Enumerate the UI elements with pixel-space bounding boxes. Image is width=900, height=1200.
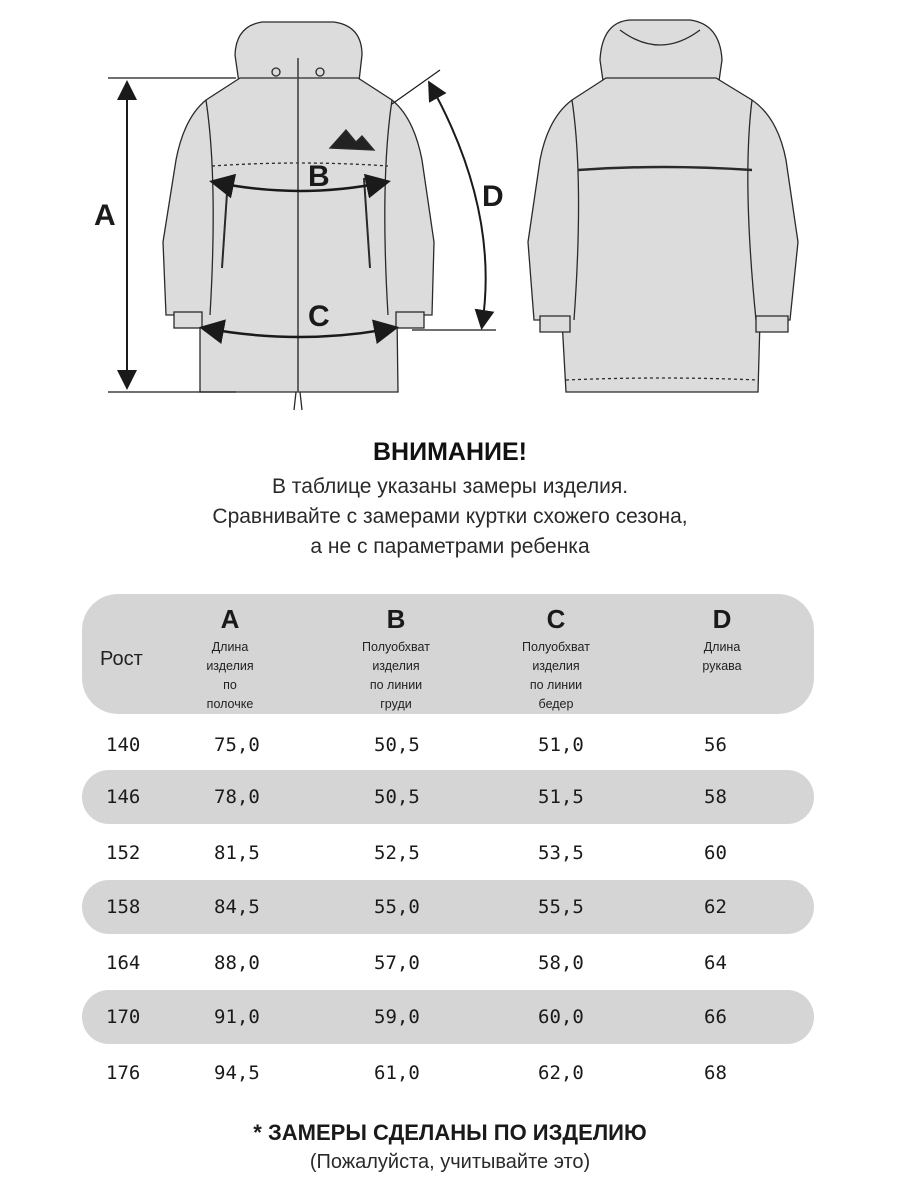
header-col-a-desc: изделия xyxy=(206,659,254,673)
cell-c: 51,5 xyxy=(538,786,584,808)
cell-rost: 158 xyxy=(106,896,141,918)
header-col-b-desc: по линии xyxy=(369,678,423,692)
table-row xyxy=(82,770,814,824)
table-row xyxy=(82,718,814,772)
cell-d: 68 xyxy=(704,1062,727,1084)
header-col-c-letter: C xyxy=(546,604,566,634)
cell-b: 52,5 xyxy=(374,842,420,864)
label-d: D xyxy=(482,180,504,213)
notice-line-2: Сравнивайте с замерами куртки схожего сезона, xyxy=(212,505,688,528)
header-col-b-desc: груди xyxy=(380,697,412,711)
cell-rost: 176 xyxy=(106,1062,141,1084)
cell-d: 60 xyxy=(704,842,727,864)
cell-c: 58,0 xyxy=(538,952,584,974)
header-col-a-letter: A xyxy=(220,604,240,634)
header-col-a xyxy=(180,604,280,714)
jacket-back-view xyxy=(528,20,798,392)
cell-b: 55,0 xyxy=(374,896,420,918)
cell-a: 84,5 xyxy=(214,896,260,918)
label-a: A xyxy=(94,199,116,232)
cell-rost: 140 xyxy=(106,734,141,756)
cell-b: 61,0 xyxy=(374,1062,420,1084)
label-c: C xyxy=(308,300,330,333)
header-col-a-desc: по xyxy=(223,678,237,692)
header-col-b-letter: B xyxy=(386,604,406,634)
jacket-measurement-diagram xyxy=(0,0,900,420)
cell-a: 75,0 xyxy=(214,734,260,756)
cell-b: 59,0 xyxy=(374,1006,420,1028)
header-col-a-desc: полочке xyxy=(206,697,254,711)
footer-title: * ЗАМЕРЫ СДЕЛАНЫ ПО ИЗДЕЛИЮ xyxy=(253,1120,647,1145)
label-b: B xyxy=(308,160,330,193)
jacket-front-view xyxy=(163,22,434,410)
header-col-b-desc: Полуобхват xyxy=(362,640,430,654)
header-col-c xyxy=(496,604,616,714)
cell-c: 62,0 xyxy=(538,1062,584,1084)
cell-d: 66 xyxy=(704,1006,727,1028)
notice-title: ВНИМАНИЕ! xyxy=(373,438,527,466)
header-col-d-letter: D xyxy=(712,604,732,634)
header-col-d-desc: Длина xyxy=(703,640,741,654)
footer-note: (Пожалуйста, учитывайте это) xyxy=(309,1151,591,1173)
cell-c: 55,5 xyxy=(538,896,584,918)
cell-b: 50,5 xyxy=(374,734,420,756)
table-row xyxy=(82,826,814,880)
header-col-b xyxy=(336,604,456,714)
cell-b: 50,5 xyxy=(374,786,420,808)
cell-d: 58 xyxy=(704,786,727,808)
cell-c: 53,5 xyxy=(538,842,584,864)
header-col-c-desc: изделия xyxy=(532,659,580,673)
header-col-d xyxy=(674,604,770,676)
cell-b: 57,0 xyxy=(374,952,420,974)
header-col-b-desc: изделия xyxy=(372,659,420,673)
header-col-c-desc: по линии xyxy=(529,678,583,692)
cell-d: 56 xyxy=(704,734,727,756)
cell-a: 88,0 xyxy=(214,952,260,974)
table-row xyxy=(82,1046,814,1100)
header-col-a-desc: Длина xyxy=(211,640,249,654)
table-row xyxy=(82,936,814,990)
cell-rost: 170 xyxy=(106,1006,141,1028)
notice-line-1: В таблице указаны замеры изделия. xyxy=(271,475,629,498)
header-rost: Рост xyxy=(100,648,143,670)
cell-rost: 146 xyxy=(106,786,141,808)
cell-a: 91,0 xyxy=(214,1006,260,1028)
cell-rost: 164 xyxy=(106,952,141,974)
table-row xyxy=(82,880,814,934)
cell-rost: 152 xyxy=(106,842,141,864)
cell-d: 64 xyxy=(704,952,727,974)
cell-a: 78,0 xyxy=(214,786,260,808)
cell-c: 60,0 xyxy=(538,1006,584,1028)
cell-d: 62 xyxy=(704,896,727,918)
notice-line-3: а не с параметрами ребенка xyxy=(310,535,590,558)
table-row xyxy=(82,990,814,1044)
cell-c: 51,0 xyxy=(538,734,584,756)
cell-a: 81,5 xyxy=(214,842,260,864)
header-col-c-desc: Полуобхват xyxy=(522,640,590,654)
header-col-d-desc: рукава xyxy=(702,659,742,673)
header-col-c-desc: бедер xyxy=(538,697,574,711)
cell-a: 94,5 xyxy=(214,1062,260,1084)
